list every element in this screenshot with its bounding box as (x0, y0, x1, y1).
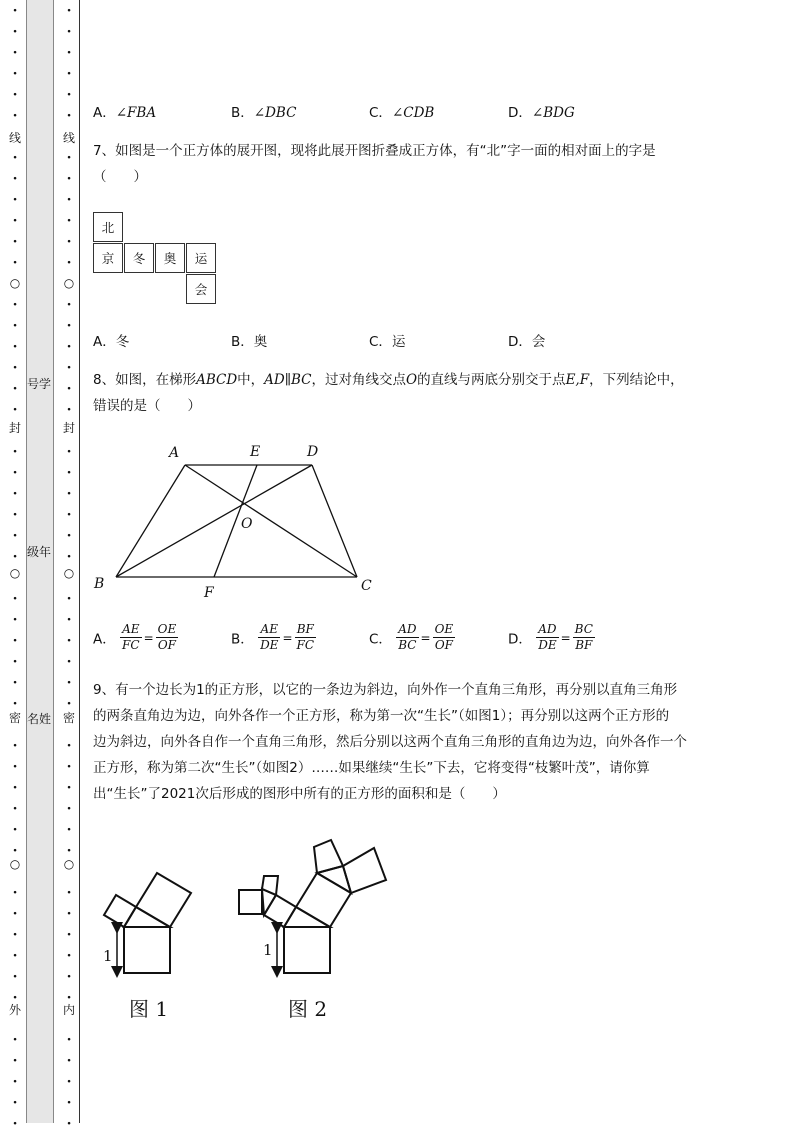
q9-line-5: 出“生长”了2021次后形成的图形中所有的正方形的面积和是（ ） (93, 786, 506, 802)
seal-dot: · (12, 507, 18, 523)
seal-dot: · (12, 150, 18, 166)
seal-dot: · (12, 990, 18, 1006)
seal-glyph: 外 (8, 1003, 21, 1017)
seal-dot: · (66, 213, 72, 229)
seal-dot: · (66, 1032, 72, 1048)
seal-dot: · (12, 66, 18, 82)
seal-dot: · (66, 66, 72, 82)
seal-dot: · (66, 444, 72, 460)
seal-dot: · (66, 297, 72, 313)
net-cell-bottom: 会 (186, 274, 216, 304)
seal-dot: · (66, 885, 72, 901)
seal-dot: · (12, 402, 18, 418)
label-o: O (241, 516, 253, 532)
seal-dot: · (66, 1095, 72, 1111)
seal-dot: · (12, 87, 18, 103)
q7-stem-line1: 7、如图是一个正方体的展开图，现将此展开图折叠成正方体，有“北”字一面的相对面上的字是 (93, 143, 656, 159)
figure-1 (104, 873, 191, 973)
seal-dot: · (12, 339, 18, 355)
seal-dot: · (66, 654, 72, 670)
q7-option-d: D．会 (508, 334, 546, 350)
q6-option-c: C．∠CDB (369, 105, 435, 121)
seal-dot: · (66, 381, 72, 397)
q8-b-frac-right: $\frac{BF}{FC}$ (296, 622, 315, 652)
label-c: C (361, 578, 372, 594)
seal-dot: · (12, 1053, 18, 1069)
label-a: A (169, 445, 180, 461)
seal-dot: · (12, 192, 18, 208)
seal-dot: · (12, 654, 18, 670)
q6-option-a: A．∠FBA (93, 105, 157, 121)
seal-glyph: ○ (9, 857, 21, 871)
seal-dot: · (66, 486, 72, 502)
seal-dot: · (12, 738, 18, 754)
seal-dot: · (66, 24, 72, 40)
seal-dot: · (66, 108, 72, 124)
seal-dot: · (12, 45, 18, 61)
q8-d-frac-left: $\frac{AD}{DE}$ (538, 622, 557, 652)
seal-dot: · (12, 1074, 18, 1090)
seal-dot: · (66, 1053, 72, 1069)
q8-stem-line2: 错误的是（ ） (93, 398, 201, 414)
q8-b-frac-left: $\frac{AE}{DE}$ (260, 622, 279, 652)
seal-dot: · (12, 1032, 18, 1048)
seal-dot: · (66, 759, 72, 775)
seal-dot: · (12, 297, 18, 313)
seal-dot: · (66, 507, 72, 523)
seal-dot: · (66, 171, 72, 187)
figure-2 (239, 840, 386, 973)
seal-dot: · (66, 843, 72, 859)
seal-dot: · (66, 927, 72, 943)
q8-a-frac-left: $\frac{AE}{FC}$ (122, 622, 140, 652)
seal-glyph: ○ (9, 276, 21, 290)
fig1-right-square (136, 873, 191, 927)
seal-dot: · (12, 381, 18, 397)
seal-glyph: ○ (63, 276, 75, 290)
seal-dot: · (66, 549, 72, 565)
q8-option-d: D． $\frac{AD}{DE}$ = $\frac{BC}{BF}$ (508, 622, 593, 652)
fig2-right-square (296, 873, 351, 927)
name-label: 名姓 (26, 712, 51, 726)
seal-dot: · (12, 633, 18, 649)
seal-dot: · (66, 339, 72, 355)
seal-dot: · (12, 171, 18, 187)
q9-line-2: 的两条直角边为边，向外各作一个正方形，称为第一次“生长”（如图1）；再分别以这两个正方形的 (93, 708, 670, 724)
seal-dot: · (12, 1116, 18, 1132)
q6-option-b: B．∠DBC (231, 105, 297, 121)
seal-dot: · (12, 234, 18, 250)
seal-glyph: ○ (63, 566, 75, 580)
seal-glyph: 封 (8, 421, 21, 435)
q9-line-1: 9、有一个边长为1的正方形，以它的一条边为斜边，向外作一个直角三角形，再分别以直角三角形 (93, 682, 678, 698)
grade-label: 级年 (26, 545, 51, 559)
q8-c-frac-right: $\frac{OE}{OF}$ (434, 622, 454, 652)
seal-dot: · (12, 696, 18, 712)
seal-dot: · (12, 675, 18, 691)
seal-dot: · (12, 969, 18, 985)
seal-glyph: 密 (62, 711, 75, 725)
q7-option-c: C．运 (369, 334, 406, 350)
seal-dot: · (12, 1095, 18, 1111)
seal-dot: · (66, 675, 72, 691)
q8-c-frac-left: $\frac{AD}{BC}$ (398, 622, 417, 652)
seal-dot: · (12, 213, 18, 229)
seal-dot: · (66, 633, 72, 649)
q7-stem-line2: （ ） (93, 169, 147, 185)
fig2-side-label: 1 (263, 941, 273, 959)
seal-dot: · (66, 318, 72, 334)
seal-glyph: 密 (8, 711, 21, 725)
seal-dot: · (12, 801, 18, 817)
seal-dot: · (66, 402, 72, 418)
seal-dot: · (12, 906, 18, 922)
seal-dot: · (66, 3, 72, 19)
fig2-left-small-square-b (239, 890, 262, 914)
seal-dot: · (66, 780, 72, 796)
seal-dot: · (66, 528, 72, 544)
fig2-left-square (264, 895, 296, 927)
q8-option-a: A． $\frac{AE}{FC}$ = $\frac{OE}{OF}$ (93, 622, 177, 652)
q7-option-b: B．奥 (231, 334, 268, 350)
seal-glyph: ○ (9, 566, 21, 580)
label-d: D (307, 444, 319, 460)
fig2-caption: 图 2 (288, 997, 328, 1021)
q9-line-3: 边为斜边，向外各自作一个直角三角形，然后分别以这两个直角三角形的直角边为边，向外各作一个 (93, 734, 687, 750)
fig2-left-small-square-a (262, 876, 278, 895)
fig1-side-label: 1 (103, 947, 113, 965)
label-e: E (250, 444, 261, 460)
seal-dot: · (12, 885, 18, 901)
seal-dot: · (12, 465, 18, 481)
net-cell-3: 奥 (155, 243, 185, 273)
student-number-label: 号学 (26, 377, 51, 391)
seal-dot: · (66, 969, 72, 985)
seal-glyph: 封 (62, 421, 75, 435)
seal-dot: · (12, 108, 18, 124)
seal-dot: · (12, 255, 18, 271)
net-cell-1: 京 (93, 243, 123, 273)
seal-dot: · (12, 612, 18, 628)
seal-glyph: 内 (62, 1003, 75, 1017)
seal-dot: · (66, 87, 72, 103)
seal-dot: · (66, 1116, 72, 1132)
seal-dot: · (12, 549, 18, 565)
fig1-left-square (104, 895, 136, 927)
seal-dot: · (66, 801, 72, 817)
seal-glyph: ○ (63, 857, 75, 871)
seal-dot: · (66, 906, 72, 922)
label-b: B (94, 576, 105, 592)
net-cell-top: 北 (93, 212, 123, 242)
seal-dot: · (66, 612, 72, 628)
seal-dot: · (12, 948, 18, 964)
seal-glyph: 线 (62, 131, 75, 145)
q7-option-a: A．冬 (93, 334, 130, 350)
fig2-base-square (284, 927, 330, 973)
seal-dot: · (12, 3, 18, 19)
seal-dot: · (66, 360, 72, 376)
seal-dot: · (66, 990, 72, 1006)
q8-stem-line1: 8、如图，在梯形ABCD中，AD∥BC，过对角线交点O的直线与两底分别交于点E,F，下列结论中， (93, 372, 684, 388)
seal-dot: · (12, 318, 18, 334)
seal-dot: · (12, 759, 18, 775)
net-cell-2: 冬 (124, 243, 154, 273)
label-f: F (204, 585, 214, 601)
seal-dot: · (66, 948, 72, 964)
fig2-right-square-b (343, 848, 386, 893)
seal-dot: · (12, 591, 18, 607)
fig2-right-triangle (317, 866, 351, 893)
q8-option-c: C． $\frac{AD}{BC}$ = $\frac{OE}{OF}$ (369, 622, 454, 652)
q6-option-d: D．∠BDG (508, 105, 575, 121)
seal-dot: · (66, 150, 72, 166)
seal-glyph: 线 (8, 131, 21, 145)
seal-dot: · (66, 1074, 72, 1090)
q8-d-frac-right: $\frac{BC}{BF}$ (574, 622, 593, 652)
seal-dot: · (66, 234, 72, 250)
net-cell-4: 运 (186, 243, 216, 273)
seal-dot: · (66, 738, 72, 754)
seal-dot: · (66, 255, 72, 271)
seal-dot: · (12, 444, 18, 460)
q9-line-4: 正方形，称为第二次“生长”（如图2）……如果继续“生长”下去，它将变得“枝繁叶茂”，请你算 (93, 760, 650, 776)
seal-dot: · (66, 696, 72, 712)
seal-dot: · (66, 591, 72, 607)
seal-dot: · (12, 24, 18, 40)
seal-dot: · (12, 528, 18, 544)
seal-dot: · (12, 822, 18, 838)
seal-dot: · (66, 465, 72, 481)
seal-dot: · (12, 360, 18, 376)
seal-dot: · (66, 192, 72, 208)
fig2-right-square-a (314, 840, 343, 873)
seal-dot: · (12, 927, 18, 943)
seal-dot: · (66, 45, 72, 61)
seal-dot: · (12, 486, 18, 502)
seal-dot: · (12, 780, 18, 796)
fig1-caption: 图 1 (129, 997, 169, 1021)
q8-a-frac-right: $\frac{OE}{OF}$ (157, 622, 177, 652)
seal-dot: · (66, 822, 72, 838)
seal-dot: · (12, 843, 18, 859)
q8-option-b: B． $\frac{AE}{DE}$ = $\frac{BF}{FC}$ (231, 622, 315, 652)
fig1-base-square (124, 927, 170, 973)
